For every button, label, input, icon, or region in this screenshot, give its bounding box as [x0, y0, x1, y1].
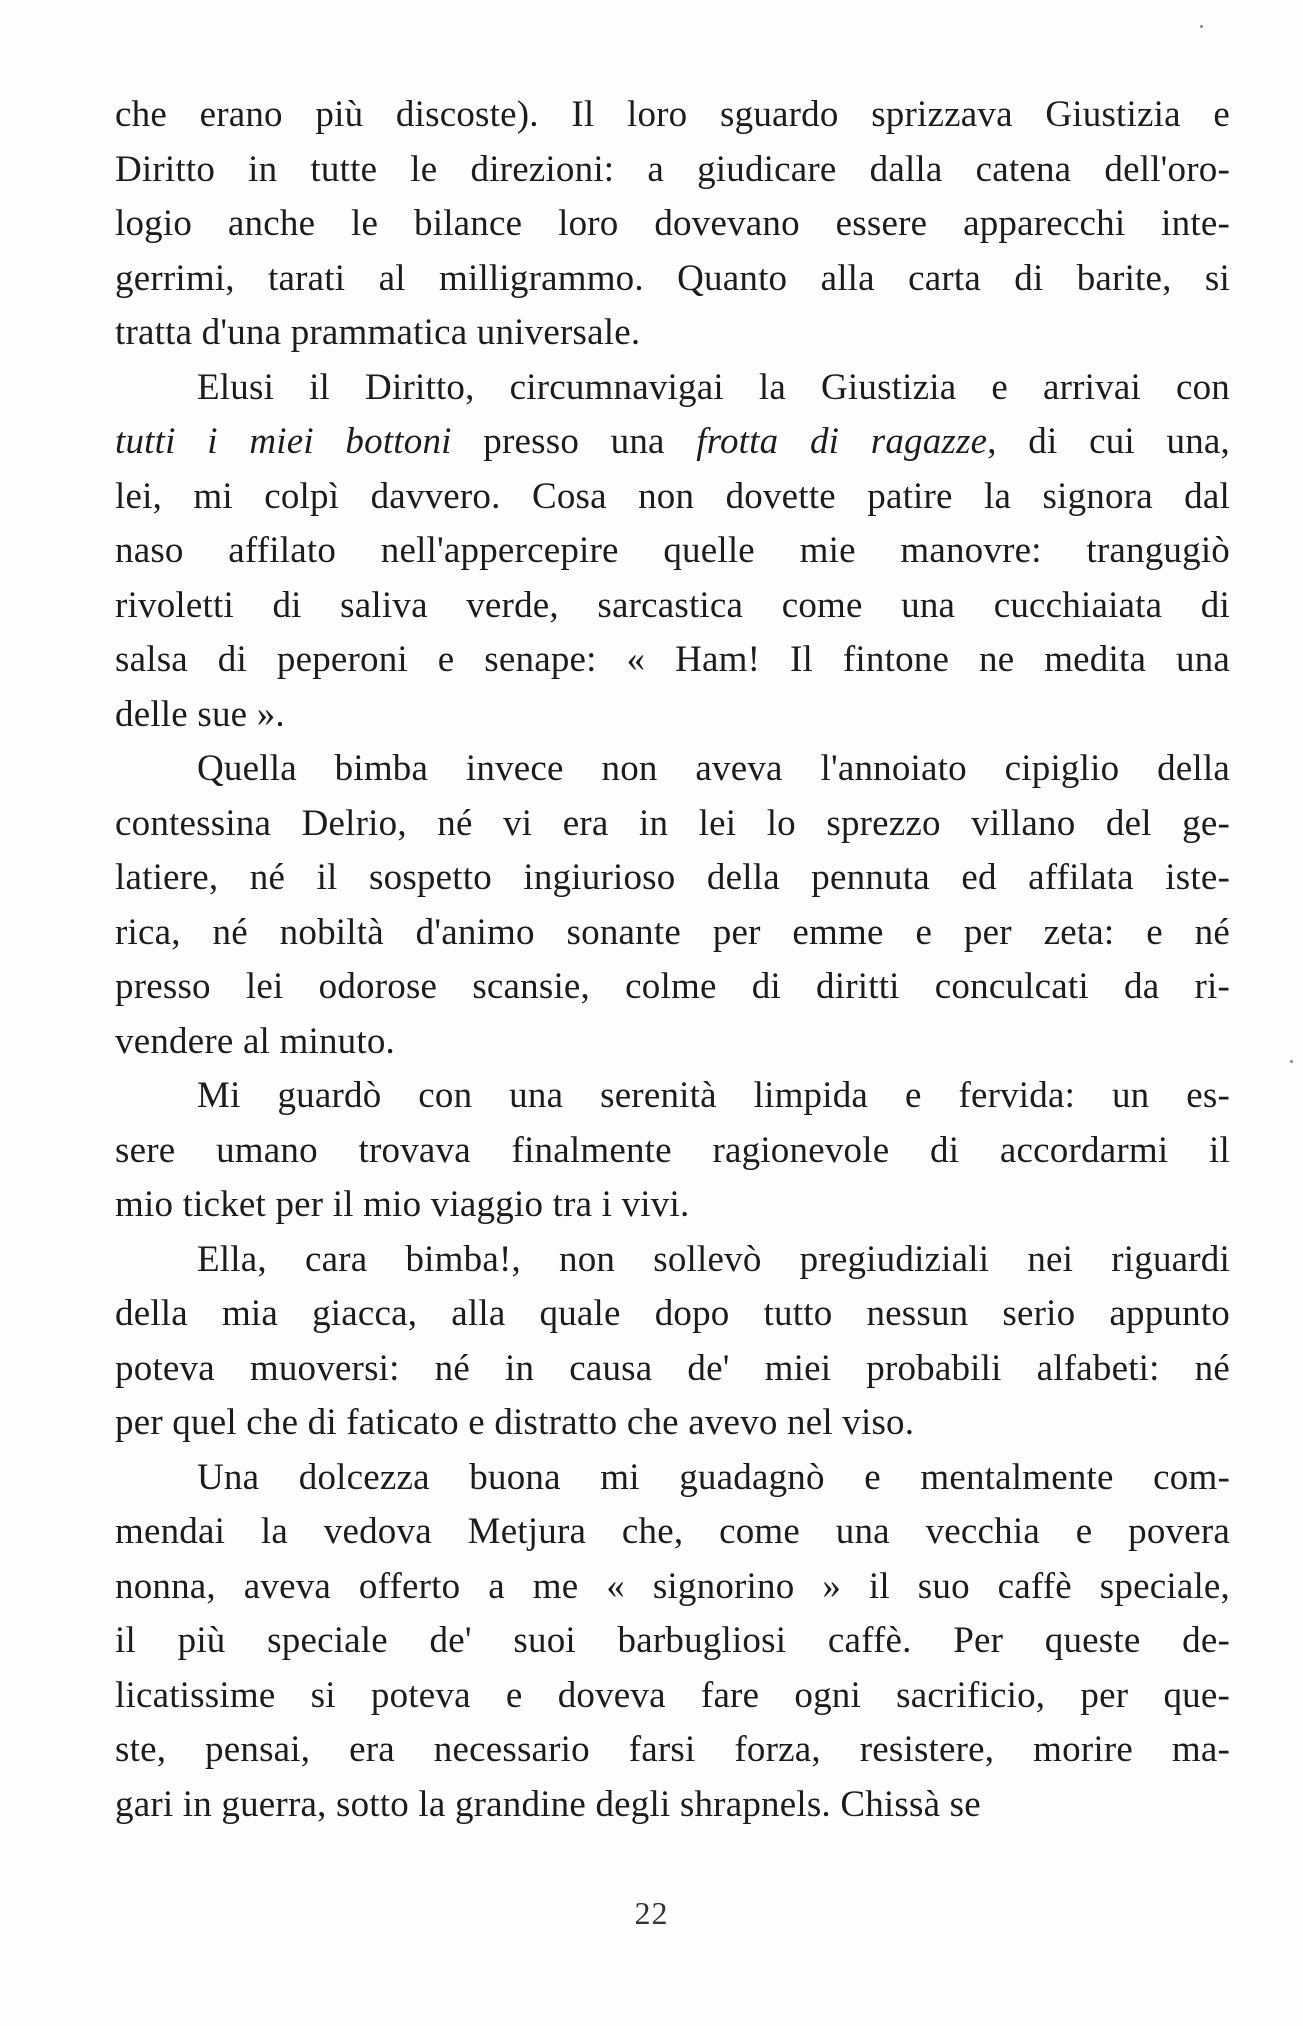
text-line: mio ticket per il mio viaggio tra i vivi. — [115, 1184, 690, 1225]
text-line: naso affilato nell'appercepire quelle mie manovre: trangugiò — [115, 530, 1230, 571]
paragraph — [115, 361, 1230, 743]
text-line: licatissime si poteva e doveva fare ogni sacrificio, per que- — [115, 1674, 1230, 1716]
text-line: tutti i miei bottoni presso una frotta di ragazze, di cui una, — [115, 421, 1230, 462]
text-line: presso lei odorose scansie, colme di diritti conculcati da ri- — [115, 966, 1230, 1007]
text-line: Mi guardò con una serenità limpida e fervida: un es- — [197, 1075, 1230, 1116]
speck — [1290, 1060, 1293, 1063]
text-line: delle sue ». — [115, 693, 285, 735]
paragraph — [115, 88, 1230, 361]
text-line: nonna, aveva offerto a me « signorino » il suo caffè speciale, — [115, 1565, 1230, 1607]
text-line: contessina Delrio, né vi era in lei lo sprezzo villano del ge- — [115, 802, 1230, 844]
text-line: salsa di peperoni e senape: « Ham! Il fintone ne medita una — [115, 639, 1230, 680]
text-line: Quella bimba invece non aveva l'annoiato cipiglio della — [197, 748, 1230, 789]
text-line: rivoletti di saliva verde, sarcastica come una cucchiaiata di — [115, 584, 1230, 626]
body-text — [115, 88, 1230, 1832]
text-line: Una dolcezza buona mi guadagnò e mentalmente com- — [197, 1456, 1230, 1498]
paragraph — [115, 742, 1230, 1069]
text-line: mendai la vedova Metjura che, come una vecchia e povera — [115, 1511, 1230, 1552]
text-line: gerrimi, tarati al milligrammo. Quanto alla carta di barite, si — [115, 257, 1230, 299]
paragraph — [115, 1069, 1230, 1233]
text-line: poteva muoversi: né in causa de' miei probabili alfabeti: né — [115, 1347, 1230, 1389]
speck — [1200, 25, 1203, 28]
text-line: gari in guerra, sotto la grandine degli shrapnels. Chissà se — [115, 1783, 981, 1825]
text-line: il più speciale de' suoi barbugliosi caffè. Per queste de- — [115, 1620, 1230, 1661]
text-line: per quel che di faticato e distratto che avevo nel viso. — [115, 1402, 915, 1443]
text-line: rica, né nobiltà d'animo sonante per emme e per zeta: e né — [115, 911, 1230, 953]
text-line: Diritto in tutte le direzioni: a giudicare dalla catena dell'oro- — [115, 148, 1230, 190]
text-line: della mia giacca, alla quale dopo tutto nessun serio appunto — [115, 1293, 1230, 1334]
text-line: che erano più discoste). Il loro sguardo sprizzava Giustizia e — [115, 94, 1230, 135]
text-line: tratta d'una prammatica universale. — [115, 312, 641, 353]
text-line: Ella, cara bimba!, non sollevò pregiudiziali nei riguardi — [197, 1238, 1230, 1280]
text-line: sere umano trovava finalmente ragionevole di accordarmi il — [115, 1129, 1230, 1171]
text-line: lei, mi colpì davvero. Cosa non dovette patire la signora dal — [115, 475, 1230, 517]
text-line: logio anche le bilance loro dovevano essere apparecchi inte- — [115, 203, 1230, 244]
paragraph — [115, 1451, 1230, 1833]
paragraph — [115, 1233, 1230, 1451]
text-line: ste, pensai, era necessario farsi forza, resistere, morire ma- — [115, 1729, 1230, 1770]
text-line: latiere, né il sospetto ingiurioso della pennuta ed affilata iste- — [115, 857, 1230, 898]
text-line: Elusi il Diritto, circumnavigai la Giustizia e arrivai con — [197, 366, 1230, 408]
text-line: vendere al minuto. — [115, 1020, 395, 1062]
page-number: 22 — [634, 1895, 669, 1931]
